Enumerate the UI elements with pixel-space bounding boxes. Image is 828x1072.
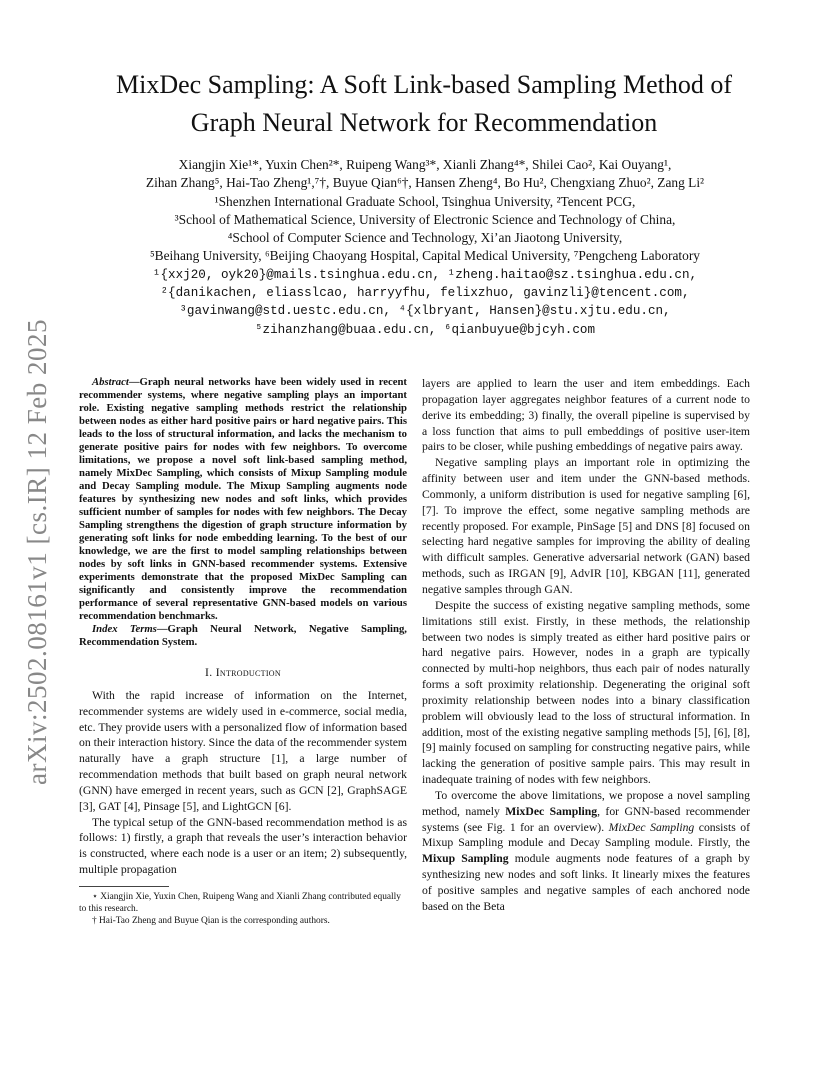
p4-text-a: To overcome the above limitations, we propose a novel sampling method, namely [422,788,750,818]
email-line-1: ¹{xxj20, oyk20}@mails.tsinghua.edu.cn, ¹zheng.haitao@sz.tsinghua.edu.cn, [152,267,698,282]
section-number: I. [205,666,213,679]
paper-title [80,66,768,142]
footnote-corresponding-authors: † Hai-Tao Zheng and Buyue Qian is the corresponding authors. [92,915,330,926]
author-block [70,156,780,339]
p4-italic-mixdec: MixDec Sampling [608,820,695,834]
affiliation-line-3: ⁴School of Computer Science and Technology, Xi’an Jiaotong University, [227,230,623,246]
right-paragraph-3: Despite the success of existing negative sampling methods, some limitations still exist. Firstly, in these methods, the relationship between two nodes is simply treated as either hard positive pairs or hard negative pairs. However, nodes in a graph are typically connected by multi-hop neighbors, thus each pair of nodes naturally forms a soft proximity relationship. Degenerating the original soft proximity relationship between nodes into a binary classification problem will obviously lead to the loss of structural information. In addition, most of the existing negative sampling methods [5], [6], [8], [9] mainly focused on sampling for constructing negative pairs, while lacking the generation of positive sample pairs. This may result in inadequate training of nodes with few neighbors. [422,598,750,787]
affiliation-line-2: ³School of Mathematical Science, University of Electronic Science and Technology of China, [174,211,676,227]
abstract [79,376,407,623]
email-line-4: ⁵zihanzhang@buaa.edu.cn, ⁶qianbuyue@bjcyh.com [254,322,596,337]
footnote-divider [79,886,169,887]
arxiv-sidebar-stamp [22,290,54,790]
right-paragraph-1: layers are applied to learn the user and item embeddings. Each propagation layer aggregates neighbor features of a current node to derive its embedding; 3) finally, the overall pipeline is supervised by a loss function that aims to pull embeddings of positive user-item pairs to be closer, while pushing embeddings of negative pairs away. [422,377,750,454]
affiliation-line-4: ⁵Beihang University, ⁶Beijing Chaoyang Hospital, Capital Medical University, ⁷Pengcheng Laboratory [149,248,700,264]
section-title: Introduction [215,666,281,679]
right-paragraph-4 [422,788,750,915]
section-heading-introduction [79,665,407,681]
abstract-text: —Graph neural networks have been widely used in recent recommender systems, where negative sampling plays an important role. Existing negative sampling methods restrict the relationship between nodes as either hard positive pairs or hard negative pairs. This leads to the loss of structural information, and lacks the mechanism to generate positive pairs for nodes with few neighbors. To overcome limitations, we propose a novel soft link-based sampling method, namely MixDec Sampling, which consists of Mixup Sampling module and Decay Sampling module. The Mixup Sampling augments node features by synthesizing new nodes and soft links, which provides sufficient number of samples for nodes with few neighbors. The Decay Sampling strengthens the digestion of graph structure information by generating soft links for node embedding learning. To the best of our knowledge, we are the first to model sampling relationships between nodes by soft links in GNN-based recommender systems. Extensive experiments demonstrate that the proposed MixDec Sampling can significantly and consistently improve the recommendation performance of several representative GNN-based models on various recommendation benchmarks. [79,376,407,622]
right-paragraph-2: Negative sampling plays an important role in optimizing the affinity between user and item under the GNN-based methods. Commonly, a uniform distribution is used for negative sampling [6], [7]. To improve the effect, some negative sampling methods are recently proposed. For example, PinSage [5] and DNS [8] focused on selecting hard negative samples for improving the ability of dealing with difficult samples. Generative adversarial network (GAN) based methods, such as IRGAN [9], AdvIR [10], KBGAN [11], generated negative samples through GAN. [422,456,750,596]
index-terms-label: Index Terms [92,623,157,635]
affiliation-line-1: ¹Shenzhen International Graduate School, Tsinghua University, ²Tencent PCG, [214,193,636,209]
intro-paragraph-2: The typical setup of the GNN-based recommendation method is as follows: 1) firstly, a graph that reveals the user’s interaction behavior is constructed, where each node is a user or an item; 2) subsequently, multiple propagation [79,815,407,877]
index-terms-text: —Graph Neural Network, Negative Sampling, Recommendation System. [79,623,407,648]
author-line-2: Zihan Zhang⁵, Hai-Tao Zheng¹,⁷†, Buyue Qian⁶†, Hansen Zheng⁴, Bo Hu², Chengxiang Zhuo², Zang Li² [145,175,705,191]
left-column [79,376,407,927]
p4-bold-mixdec: MixDec Sampling [505,804,598,818]
footnote-equal-contribution: ⋆ Xiangjin Xie, Yuxin Chen, Ruipeng Wang and Xianli Zhang contributed equally to this research. [79,891,401,914]
footnotes [79,891,407,927]
email-line-3: ³gavinwang@std.uestc.edu.cn, ⁴{xlbryant, Hansen}@stu.xjtu.edu.cn, [179,304,671,319]
p4-bold-mixup: Mixup Sampling [422,852,509,866]
intro-paragraph-1: With the rapid increase of information on the Internet, recommender systems are widely used in e-commerce, social media, etc. They provide users with a personalized flow of information based on their interaction history. Since the data of the recommender system naturally have a graph structure [1], a large number of recommendation methods that built based on graph neural network (GNN) have emerged in recent years, such as GCN [2], GraphSAGE [3], GAT [4], Pinsage [5], and LightGCN [6]. [79,688,407,813]
arxiv-identifier: arXiv:2502.08161v1 [cs.IR] 12 Feb 2025 [22,319,52,785]
p4-text-e: consists of Mixup Sampling module and Decay Sampling module. Firstly, the [422,820,751,850]
author-line-1: Xiangjin Xie¹*, Yuxin Chen²*, Ruipeng Wang³*, Xianli Zhang⁴*, Shilei Cao², Kai Ouyang¹, [178,157,672,172]
p4-text-g: module augments node features of a graph by synthesizing new nodes and soft links. It linearly mixes the features of positive samples and negative samples of each anchored node based on the Beta [422,852,750,913]
index-terms [79,623,407,649]
right-column [422,376,750,915]
email-line-2: ²{danikachen, eliasslcao, harryyfhu, felixzhuo, gavinzli}@tencent.com, [160,286,690,301]
p4-text-c: , for GNN-based recommender systems (see Fig. 1 for an overview). [422,804,750,834]
abstract-label: Abstract [92,376,129,388]
title-line-1: MixDec Sampling: A Soft Link-based Sampling Method of [115,70,732,99]
title-line-2: Graph Neural Network for Recommendation [190,108,658,137]
